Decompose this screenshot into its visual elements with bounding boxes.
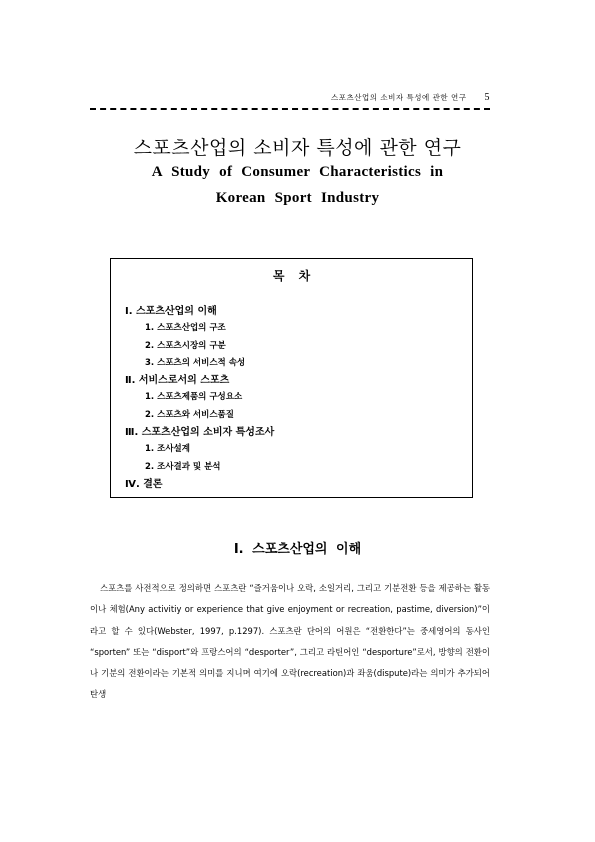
title-korean: 스포츠산업의 소비자 특성에 관한 연구 [133,137,462,159]
running-head-title: 스포츠산업의 소비자 특성에 관한 연구 [331,93,467,102]
toc-item: 2. 스포츠시장의 구분 [145,340,226,351]
toc-item: Ⅳ. 결론 [125,478,163,490]
table-of-contents [110,258,473,498]
toc-heading: 목 차 [272,269,311,283]
header-rule [90,108,490,110]
toc-item: 1. 조사설계 [145,444,190,455]
toc-item: Ⅰ. 스포츠산업의 이해 [125,306,217,317]
running-head [0,92,490,103]
toc-item: 3. 스포츠의 서비스적 속성 [145,357,246,368]
toc-list [125,303,274,493]
body-paragraph: 스포츠를 사전적으로 정의하면 스포츠란 “즐거움이나 오락, 소일거리, 그리고 기분전환 등을 제공하는 활동이나 체험(Any activitiy or experience that give enjoyment or recreation, pastime, diversion)”이라고 할 수 있다(Webster, 1997, p.1297). 스포츠란 단어의 어원은 “전환한다”는 중세영어의 동사인 “sporten” 또는 “disport”와 프랑스어의 “desporter”, 그리고 라틴어인 “desporture”로서, 방향의 전환이나 기분의 전환이라는 기본적 의미를 지니며 여기에 오락(recreation)과 좌움(dispute)라는 의미가 추가되어 탄생 [90,583,490,700]
toc-item: 1. 스포츠산업의 구조 [145,323,226,334]
toc-item: Ⅱ. 서비스로서의 스포츠 [125,375,230,387]
toc-item: 2. 스포츠와 서비스품질 [145,409,234,420]
title-english-line1: A Study of Consumer Characteristics in [151,164,444,180]
toc-item: 1. 스포츠제품의 구성요소 [145,392,243,403]
section-heading: Ⅰ. 스포츠산업의 이해 [233,542,362,557]
title-english-line2: Korean Sport Industry [215,190,380,206]
page-number: 5 [484,92,490,103]
toc-item: 2. 조사결과 및 분석 [145,461,221,472]
toc-item: Ⅲ. 스포츠산업의 소비자 특성조사 [125,427,275,439]
